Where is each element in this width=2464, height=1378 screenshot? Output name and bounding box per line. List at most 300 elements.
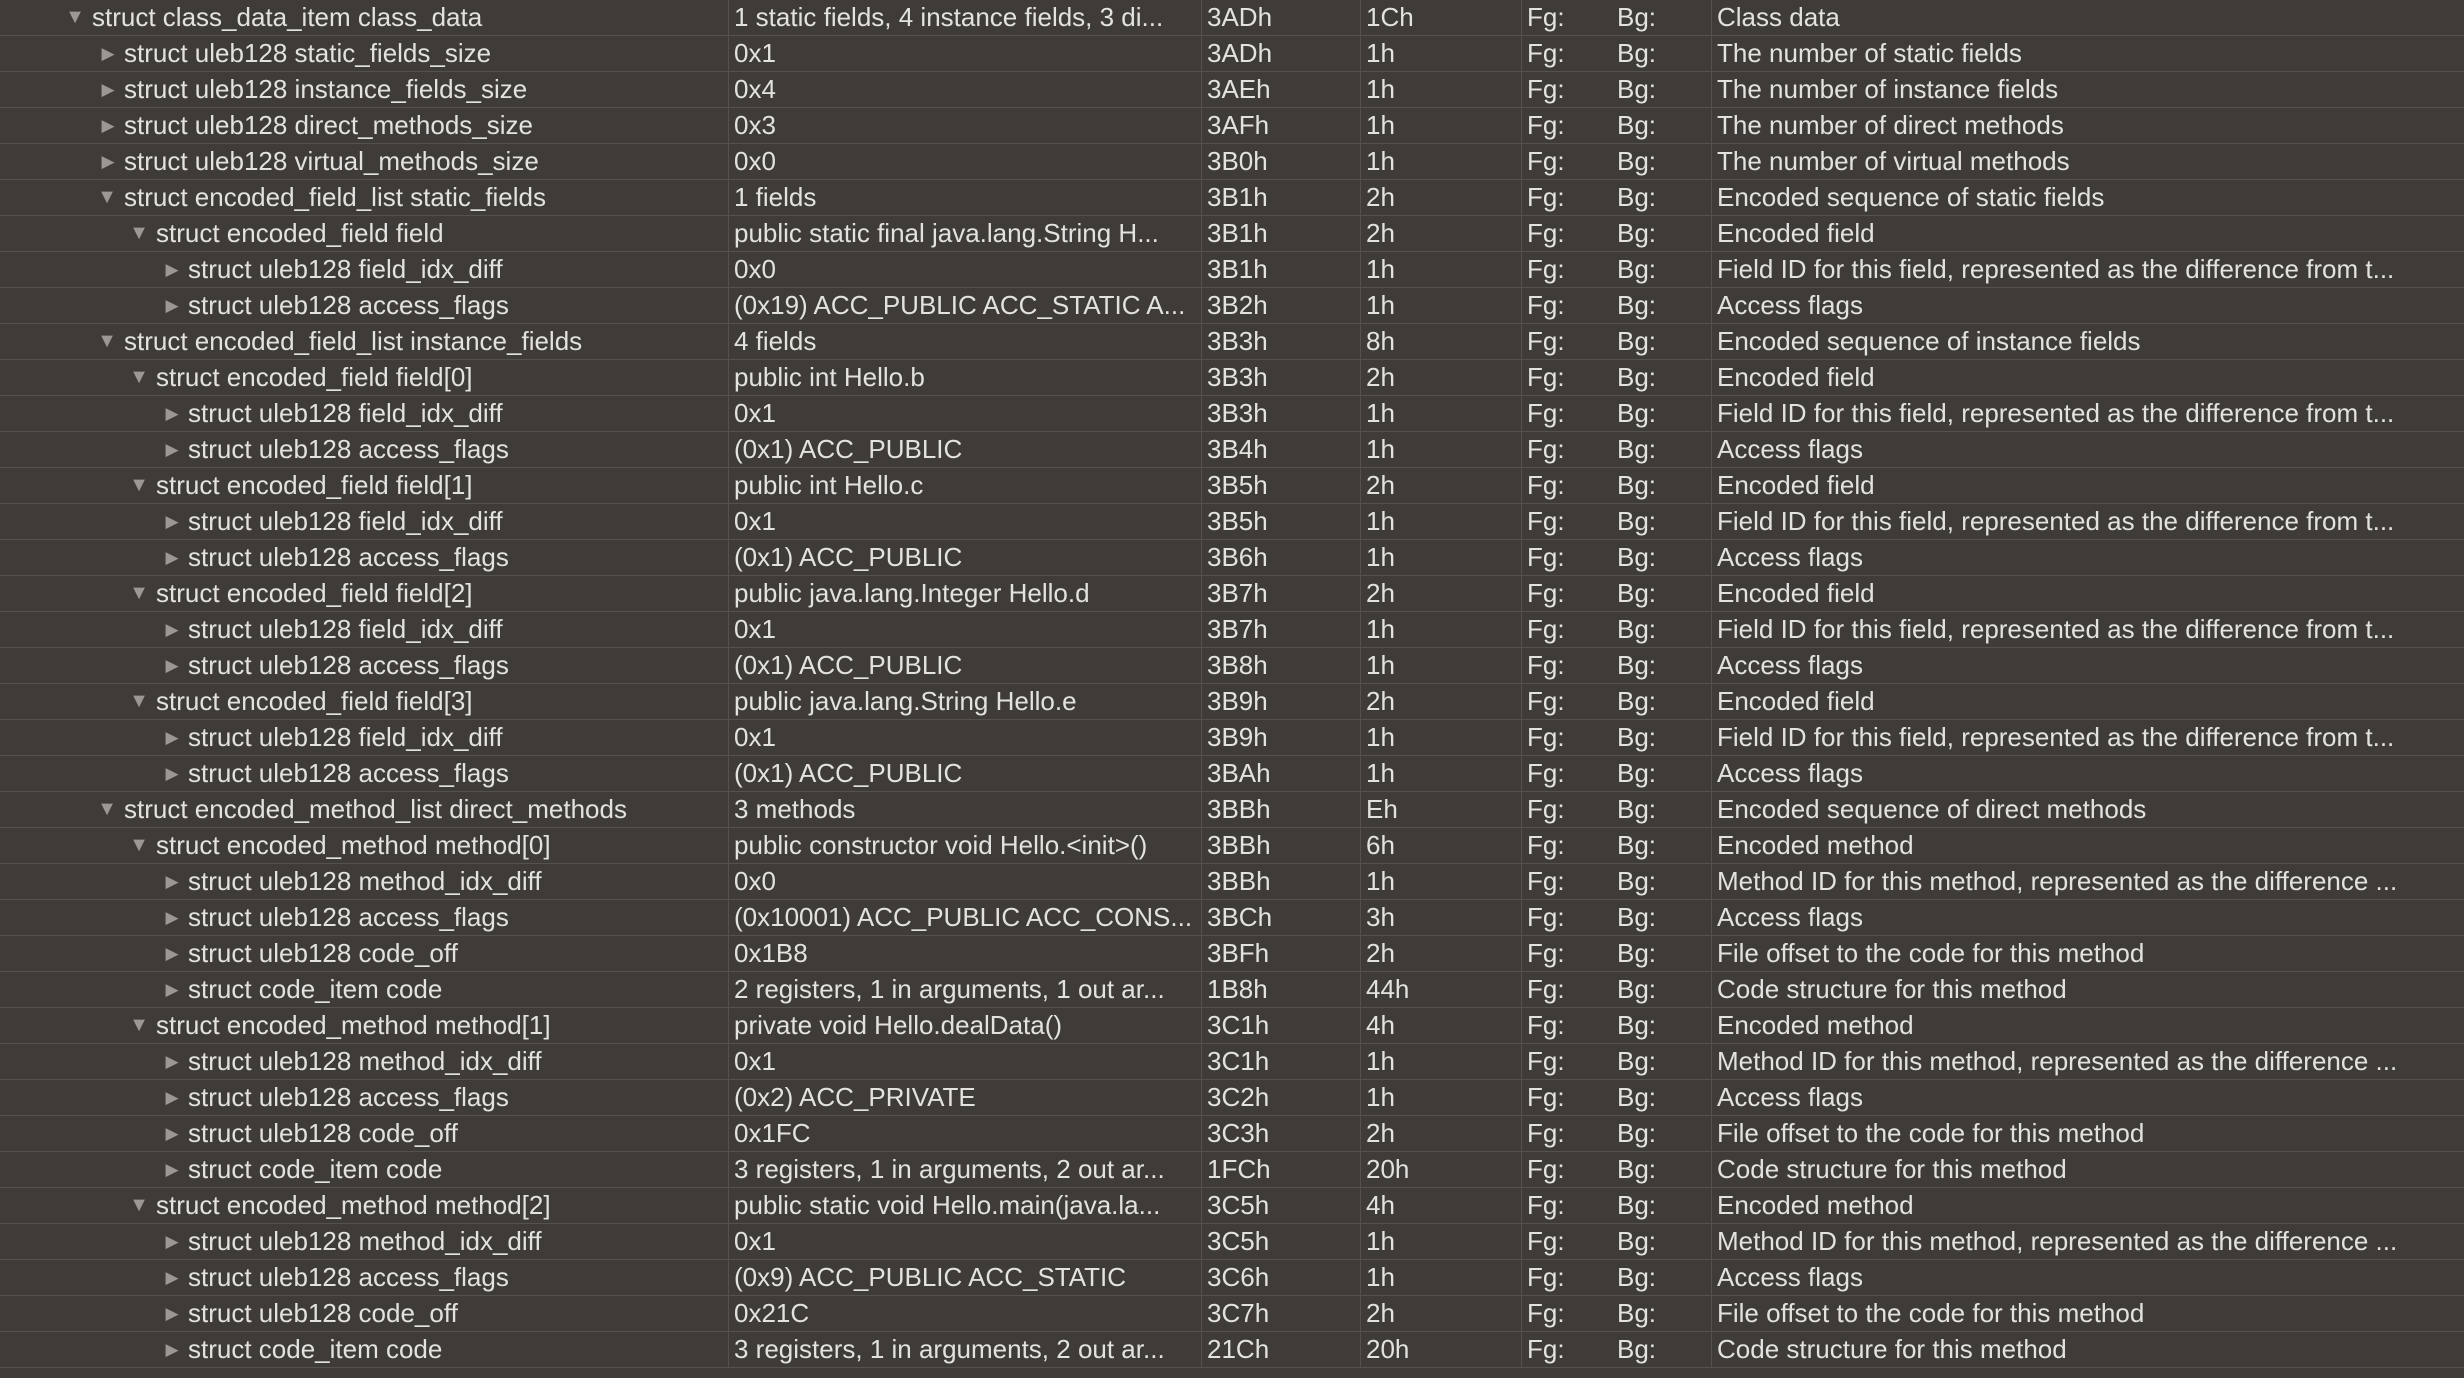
comment-cell: Encoded method (1717, 1190, 1914, 1220)
collapsed-triangle-icon[interactable]: ▶ (165, 440, 179, 459)
fg-cell: Fg: (1527, 1118, 1565, 1148)
start-cell: 3C5h (1202, 1224, 1361, 1259)
fg-cell: Fg: (1527, 614, 1565, 644)
size-cell: 20h (1361, 1332, 1522, 1367)
field-name: struct encoded_field field[1] (156, 470, 473, 500)
field-name: struct code_item code (188, 974, 443, 1004)
collapsed-triangle-icon[interactable]: ▶ (165, 1052, 179, 1071)
collapsed-triangle-icon[interactable]: ▶ (165, 1268, 179, 1287)
tree-row[interactable] (0, 1044, 2464, 1080)
tree-row[interactable] (0, 1188, 2464, 1224)
bg-cell: Bg: (1612, 648, 1712, 683)
field-name: struct code_item code (188, 1334, 443, 1364)
field-name: struct uleb128 access_flags (188, 902, 509, 932)
value-cell: 0x1FC (729, 1116, 1202, 1151)
comment-cell: Encoded method (1717, 1010, 1914, 1040)
bg-cell: Bg: (1612, 1296, 1712, 1331)
name-cell (0, 900, 729, 935)
collapsed-triangle-icon[interactable]: ▶ (165, 1232, 179, 1251)
size-cell: 1h (1361, 612, 1522, 647)
collapsed-triangle-icon[interactable]: ▶ (165, 764, 179, 783)
size-cell: 6h (1361, 828, 1522, 863)
expanded-triangle-icon[interactable]: ▼ (97, 798, 117, 820)
size-cell: 2h (1361, 684, 1522, 719)
bg-cell: Bg: (1612, 1008, 1712, 1043)
field-name: struct encoded_field_list instance_fields (124, 326, 583, 356)
size-cell: 3h (1361, 900, 1522, 935)
tree-row[interactable] (0, 684, 2464, 720)
collapsed-triangle-icon[interactable]: ▶ (165, 296, 179, 315)
fg-cell: Fg: (1527, 830, 1565, 860)
comment-cell: The number of instance fields (1717, 74, 2059, 104)
bg-cell: Bg: (1612, 144, 1712, 179)
fg-cell: Fg: (1527, 866, 1565, 896)
tree-row[interactable] (0, 1152, 2464, 1188)
fg-cell: Fg: (1527, 74, 1565, 104)
value-cell: 0x4 (729, 72, 1202, 107)
start-cell: 3B6h (1202, 540, 1361, 575)
size-cell: 44h (1361, 972, 1522, 1007)
value-cell: 0x1 (729, 504, 1202, 539)
collapsed-triangle-icon[interactable]: ▶ (165, 1340, 179, 1359)
field-name: struct encoded_field field[3] (156, 686, 473, 716)
bg-cell: Bg: (1612, 792, 1712, 827)
comment-cell: File offset to the code for this method (1717, 938, 2145, 968)
start-cell: 3B7h (1202, 576, 1361, 611)
bg-cell: Bg: (1612, 1080, 1712, 1115)
size-cell: 2h (1361, 468, 1522, 503)
tree-row[interactable] (0, 180, 2464, 216)
fg-cell: Fg: (1527, 1298, 1565, 1328)
value-cell: 0x1 (729, 612, 1202, 647)
start-cell: 3B9h (1202, 684, 1361, 719)
comment-cell: Access flags (1717, 434, 1863, 464)
collapsed-triangle-icon[interactable]: ▶ (101, 152, 115, 171)
field-name: struct uleb128 field_idx_diff (188, 722, 503, 752)
size-cell: 2h (1361, 180, 1522, 215)
start-cell: 3B3h (1202, 396, 1361, 431)
comment-cell: Access flags (1717, 1262, 1863, 1292)
tree-row[interactable] (0, 108, 2464, 144)
field-name: struct uleb128 field_idx_diff (188, 614, 503, 644)
expanded-triangle-icon[interactable]: ▼ (97, 330, 117, 352)
collapsed-triangle-icon[interactable]: ▶ (165, 1124, 179, 1143)
comment-cell: Access flags (1717, 758, 1863, 788)
field-name: struct uleb128 field_idx_diff (188, 506, 503, 536)
size-cell: 1h (1361, 108, 1522, 143)
start-cell: 21Ch (1202, 1332, 1361, 1367)
tree-row[interactable] (0, 396, 2464, 432)
tree-row[interactable] (0, 1224, 2464, 1260)
collapsed-triangle-icon[interactable]: ▶ (165, 404, 179, 423)
fg-cell: Fg: (1527, 434, 1565, 464)
comment-cell: Field ID for this field, represented as the difference from t... (1717, 254, 2395, 284)
start-cell: 3BBh (1202, 864, 1361, 899)
start-cell: 3BBh (1202, 828, 1361, 863)
bg-cell: Bg: (1612, 324, 1712, 359)
name-cell (0, 936, 729, 971)
name-cell (0, 468, 729, 503)
value-cell: 0x0 (729, 144, 1202, 179)
start-cell: 1FCh (1202, 1152, 1361, 1187)
fg-cell: Fg: (1527, 686, 1565, 716)
bg-cell: Bg: (1612, 756, 1712, 791)
tree-row[interactable] (0, 864, 2464, 900)
bg-cell: Bg: (1612, 540, 1712, 575)
start-cell: 3BFh (1202, 936, 1361, 971)
fg-cell: Fg: (1527, 506, 1565, 536)
tree-row[interactable] (0, 720, 2464, 756)
start-cell: 3C3h (1202, 1116, 1361, 1151)
fg-cell: Fg: (1527, 1334, 1565, 1364)
comment-cell: Method ID for this method, represented as the difference ... (1717, 1046, 2398, 1076)
collapsed-triangle-icon[interactable]: ▶ (101, 44, 115, 63)
comment-cell: Access flags (1717, 1082, 1863, 1112)
tree-row[interactable] (0, 936, 2464, 972)
name-cell (0, 72, 729, 107)
value-cell: 0x0 (729, 864, 1202, 899)
field-name: struct uleb128 code_off (188, 1118, 458, 1148)
fg-cell: Fg: (1527, 1082, 1565, 1112)
collapsed-triangle-icon[interactable]: ▶ (101, 80, 115, 99)
size-cell: 1h (1361, 720, 1522, 755)
fg-cell: Fg: (1527, 794, 1565, 824)
comment-cell: Access flags (1717, 902, 1863, 932)
value-cell: private void Hello.dealData() (729, 1008, 1202, 1043)
tree-row[interactable] (0, 972, 2464, 1008)
tree-row[interactable] (0, 216, 2464, 252)
value-cell: public java.lang.String Hello.e (729, 684, 1202, 719)
value-cell: (0x1) ACC_PUBLIC (729, 756, 1202, 791)
tree-row[interactable] (0, 1332, 2464, 1368)
field-name: struct encoded_field_list static_fields (124, 182, 547, 212)
field-name: struct encoded_method method[1] (156, 1010, 551, 1040)
comment-cell: Encoded field (1717, 578, 1875, 608)
collapsed-triangle-icon[interactable]: ▶ (165, 1304, 179, 1323)
collapsed-triangle-icon[interactable]: ▶ (165, 548, 179, 567)
collapsed-triangle-icon[interactable]: ▶ (165, 1160, 179, 1179)
bg-cell: Bg: (1612, 828, 1712, 863)
size-cell: 8h (1361, 324, 1522, 359)
tree-row[interactable] (0, 792, 2464, 828)
tree-row[interactable] (0, 252, 2464, 288)
comment-cell: Access flags (1717, 650, 1863, 680)
collapsed-triangle-icon[interactable]: ▶ (165, 512, 179, 531)
value-cell: public static final java.lang.String H... (729, 216, 1202, 251)
tree-row[interactable] (0, 468, 2464, 504)
tree-row[interactable] (0, 324, 2464, 360)
bg-cell: Bg: (1612, 1224, 1712, 1259)
name-cell (0, 288, 729, 323)
comment-cell: The number of static fields (1717, 38, 2022, 68)
size-cell: 1h (1361, 1224, 1522, 1259)
value-cell: 0x1 (729, 1044, 1202, 1079)
collapsed-triangle-icon[interactable]: ▶ (165, 620, 179, 639)
field-name: struct uleb128 code_off (188, 938, 458, 968)
expanded-triangle-icon[interactable]: ▼ (129, 366, 149, 388)
name-cell (0, 1080, 729, 1115)
fg-cell: Fg: (1527, 650, 1565, 680)
comment-cell: Encoded field (1717, 470, 1875, 500)
tree-row[interactable] (0, 756, 2464, 792)
field-name: struct code_item code (188, 1154, 443, 1184)
expanded-triangle-icon[interactable]: ▼ (129, 222, 149, 244)
start-cell: 1B8h (1202, 972, 1361, 1007)
size-cell: 2h (1361, 1116, 1522, 1151)
size-cell: 1h (1361, 72, 1522, 107)
tree-row[interactable] (0, 1116, 2464, 1152)
fg-cell: Fg: (1527, 1010, 1565, 1040)
size-cell: 1h (1361, 864, 1522, 899)
fg-cell: Fg: (1527, 398, 1565, 428)
fg-cell: Fg: (1527, 1046, 1565, 1076)
name-cell (0, 1188, 729, 1223)
start-cell: 3C7h (1202, 1296, 1361, 1331)
comment-cell: Encoded sequence of instance fields (1717, 326, 2141, 356)
name-cell (0, 180, 729, 215)
name-cell (0, 720, 729, 755)
value-cell: (0x1) ACC_PUBLIC (729, 432, 1202, 467)
expanded-triangle-icon[interactable]: ▼ (129, 1014, 149, 1036)
field-name: struct encoded_method method[2] (156, 1190, 551, 1220)
size-cell: 1h (1361, 1080, 1522, 1115)
value-cell: 3 registers, 1 in arguments, 2 out ar... (729, 1152, 1202, 1187)
name-cell (0, 432, 729, 467)
tree-row[interactable] (0, 36, 2464, 72)
start-cell: 3ADh (1202, 36, 1361, 71)
fg-cell: Fg: (1527, 362, 1565, 392)
bg-cell: Bg: (1612, 0, 1712, 35)
bg-cell: Bg: (1612, 972, 1712, 1007)
bg-cell: Bg: (1612, 396, 1712, 431)
start-cell: 3C1h (1202, 1008, 1361, 1043)
start-cell: 3B1h (1202, 180, 1361, 215)
collapsed-triangle-icon[interactable]: ▶ (165, 656, 179, 675)
bg-cell: Bg: (1612, 72, 1712, 107)
name-cell (0, 576, 729, 611)
tree-row[interactable] (0, 900, 2464, 936)
comment-cell: Encoded sequence of static fields (1717, 182, 2105, 212)
comment-cell: File offset to the code for this method (1717, 1298, 2145, 1328)
fg-cell: Fg: (1527, 2, 1565, 32)
fg-cell: Fg: (1527, 1262, 1565, 1292)
fg-cell: Fg: (1527, 1154, 1565, 1184)
start-cell: 3B5h (1202, 468, 1361, 503)
expanded-triangle-icon[interactable]: ▼ (129, 690, 149, 712)
name-cell (0, 1224, 729, 1259)
collapsed-triangle-icon[interactable]: ▶ (165, 872, 179, 891)
name-cell (0, 828, 729, 863)
tree-row[interactable] (0, 828, 2464, 864)
field-name: struct uleb128 method_idx_diff (188, 1226, 542, 1256)
start-cell: 3BAh (1202, 756, 1361, 791)
fg-cell: Fg: (1527, 218, 1565, 248)
start-cell: 3C2h (1202, 1080, 1361, 1115)
fg-cell: Fg: (1527, 1226, 1565, 1256)
size-cell: 20h (1361, 1152, 1522, 1187)
field-name: struct uleb128 access_flags (188, 650, 509, 680)
bg-cell: Bg: (1612, 432, 1712, 467)
tree-row[interactable] (0, 504, 2464, 540)
value-cell: 0x1 (729, 396, 1202, 431)
start-cell: 3B3h (1202, 324, 1361, 359)
tree-row[interactable] (0, 432, 2464, 468)
tree-row[interactable] (0, 648, 2464, 684)
bg-cell: Bg: (1612, 36, 1712, 71)
size-cell: 2h (1361, 360, 1522, 395)
start-cell: 3B0h (1202, 144, 1361, 179)
expanded-triangle-icon[interactable]: ▼ (65, 6, 85, 28)
field-name: struct encoded_method_list direct_methods (124, 794, 627, 824)
tree-row[interactable] (0, 1080, 2464, 1116)
comment-cell: The number of direct methods (1717, 110, 2064, 140)
collapsed-triangle-icon[interactable]: ▶ (165, 728, 179, 747)
tree-row[interactable] (0, 540, 2464, 576)
size-cell: 1h (1361, 288, 1522, 323)
fg-cell: Fg: (1527, 110, 1565, 140)
name-cell (0, 684, 729, 719)
field-name: struct encoded_field field[0] (156, 362, 473, 392)
comment-cell: The number of virtual methods (1717, 146, 2070, 176)
name-cell (0, 1044, 729, 1079)
size-cell: 1h (1361, 1260, 1522, 1295)
name-cell (0, 792, 729, 827)
value-cell: (0x1) ACC_PUBLIC (729, 648, 1202, 683)
size-cell: 2h (1361, 576, 1522, 611)
value-cell: 2 registers, 1 in arguments, 1 out ar... (729, 972, 1202, 1007)
name-cell (0, 324, 729, 359)
expanded-triangle-icon[interactable]: ▼ (129, 582, 149, 604)
start-cell: 3AEh (1202, 72, 1361, 107)
bg-cell: Bg: (1612, 612, 1712, 647)
name-cell (0, 108, 729, 143)
tree-row[interactable] (0, 360, 2464, 396)
comment-cell: Method ID for this method, represented as the difference ... (1717, 1226, 2398, 1256)
tree-row[interactable] (0, 1008, 2464, 1044)
name-cell (0, 1296, 729, 1331)
field-name: struct uleb128 field_idx_diff (188, 254, 503, 284)
value-cell: public java.lang.Integer Hello.d (729, 576, 1202, 611)
fg-cell: Fg: (1527, 902, 1565, 932)
value-cell: 3 registers, 1 in arguments, 2 out ar... (729, 1332, 1202, 1367)
tree-row[interactable] (0, 612, 2464, 648)
expanded-triangle-icon[interactable]: ▼ (97, 186, 117, 208)
collapsed-triangle-icon[interactable]: ▶ (101, 116, 115, 135)
bg-cell: Bg: (1612, 864, 1712, 899)
value-cell: 4 fields (729, 324, 1202, 359)
field-name: struct uleb128 access_flags (188, 290, 509, 320)
collapsed-triangle-icon[interactable]: ▶ (165, 908, 179, 927)
name-cell (0, 972, 729, 1007)
name-cell (0, 216, 729, 251)
value-cell: 0x21C (729, 1296, 1202, 1331)
value-cell: public int Hello.c (729, 468, 1202, 503)
comment-cell: Code structure for this method (1717, 1154, 2067, 1184)
field-name: struct uleb128 access_flags (188, 542, 509, 572)
value-cell: 0x1 (729, 36, 1202, 71)
collapsed-triangle-icon[interactable]: ▶ (165, 980, 179, 999)
size-cell: 1Ch (1361, 0, 1522, 35)
field-name: struct uleb128 direct_methods_size (124, 110, 534, 140)
comment-cell: Field ID for this field, represented as the difference from t... (1717, 506, 2395, 536)
size-cell: 1h (1361, 432, 1522, 467)
collapsed-triangle-icon[interactable]: ▶ (165, 944, 179, 963)
value-cell: 0x3 (729, 108, 1202, 143)
start-cell: 3B5h (1202, 504, 1361, 539)
tree-row[interactable] (0, 1296, 2464, 1332)
tree-row[interactable] (0, 0, 2464, 36)
comment-cell: Encoded sequence of direct methods (1717, 794, 2147, 824)
expanded-triangle-icon[interactable]: ▼ (129, 474, 149, 496)
name-cell (0, 540, 729, 575)
expanded-triangle-icon[interactable]: ▼ (129, 1194, 149, 1216)
fg-cell: Fg: (1527, 578, 1565, 608)
collapsed-triangle-icon[interactable]: ▶ (165, 1088, 179, 1107)
bg-cell: Bg: (1612, 684, 1712, 719)
field-name: struct encoded_field field[2] (156, 578, 473, 608)
fg-cell: Fg: (1527, 470, 1565, 500)
tree-row[interactable] (0, 576, 2464, 612)
size-cell: 1h (1361, 756, 1522, 791)
tree-row[interactable] (0, 288, 2464, 324)
start-cell: 3B8h (1202, 648, 1361, 683)
fg-cell: Fg: (1527, 38, 1565, 68)
name-cell (0, 36, 729, 71)
comment-cell: Access flags (1717, 290, 1863, 320)
comment-cell: Method ID for this method, represented as the difference ... (1717, 866, 2398, 896)
comment-cell: Code structure for this method (1717, 974, 2067, 1004)
start-cell: 3B4h (1202, 432, 1361, 467)
comment-cell: Field ID for this field, represented as the difference from t... (1717, 398, 2395, 428)
size-cell: 4h (1361, 1008, 1522, 1043)
size-cell: 1h (1361, 540, 1522, 575)
size-cell: 2h (1361, 1296, 1522, 1331)
value-cell: (0x2) ACC_PRIVATE (729, 1080, 1202, 1115)
field-name: struct uleb128 access_flags (188, 1262, 509, 1292)
name-cell (0, 1116, 729, 1151)
comment-cell: Encoded field (1717, 686, 1875, 716)
value-cell: (0x9) ACC_PUBLIC ACC_STATIC (729, 1260, 1202, 1295)
size-cell: 1h (1361, 1044, 1522, 1079)
field-name: struct uleb128 code_off (188, 1298, 458, 1328)
expanded-triangle-icon[interactable]: ▼ (129, 834, 149, 856)
name-cell (0, 1332, 729, 1367)
field-name: struct uleb128 instance_fields_size (124, 74, 528, 104)
bg-cell: Bg: (1612, 576, 1712, 611)
tree-row[interactable] (0, 1260, 2464, 1296)
fg-cell: Fg: (1527, 182, 1565, 212)
tree-row[interactable] (0, 144, 2464, 180)
value-cell: (0x1) ACC_PUBLIC (729, 540, 1202, 575)
comment-cell: File offset to the code for this method (1717, 1118, 2145, 1148)
field-name: struct uleb128 access_flags (188, 758, 509, 788)
tree-row[interactable] (0, 72, 2464, 108)
name-cell (0, 396, 729, 431)
start-cell: 3B1h (1202, 252, 1361, 287)
name-cell (0, 252, 729, 287)
size-cell: 1h (1361, 144, 1522, 179)
start-cell: 3BCh (1202, 900, 1361, 935)
collapsed-triangle-icon[interactable]: ▶ (165, 260, 179, 279)
name-cell (0, 144, 729, 179)
start-cell: 3BBh (1202, 792, 1361, 827)
field-name: struct uleb128 static_fields_size (124, 38, 492, 68)
value-cell: public static void Hello.main(java.la... (729, 1188, 1202, 1223)
field-name: struct uleb128 method_idx_diff (188, 1046, 542, 1076)
fg-cell: Fg: (1527, 1190, 1565, 1220)
comment-cell: Access flags (1717, 542, 1863, 572)
field-name: struct uleb128 field_idx_diff (188, 398, 503, 428)
